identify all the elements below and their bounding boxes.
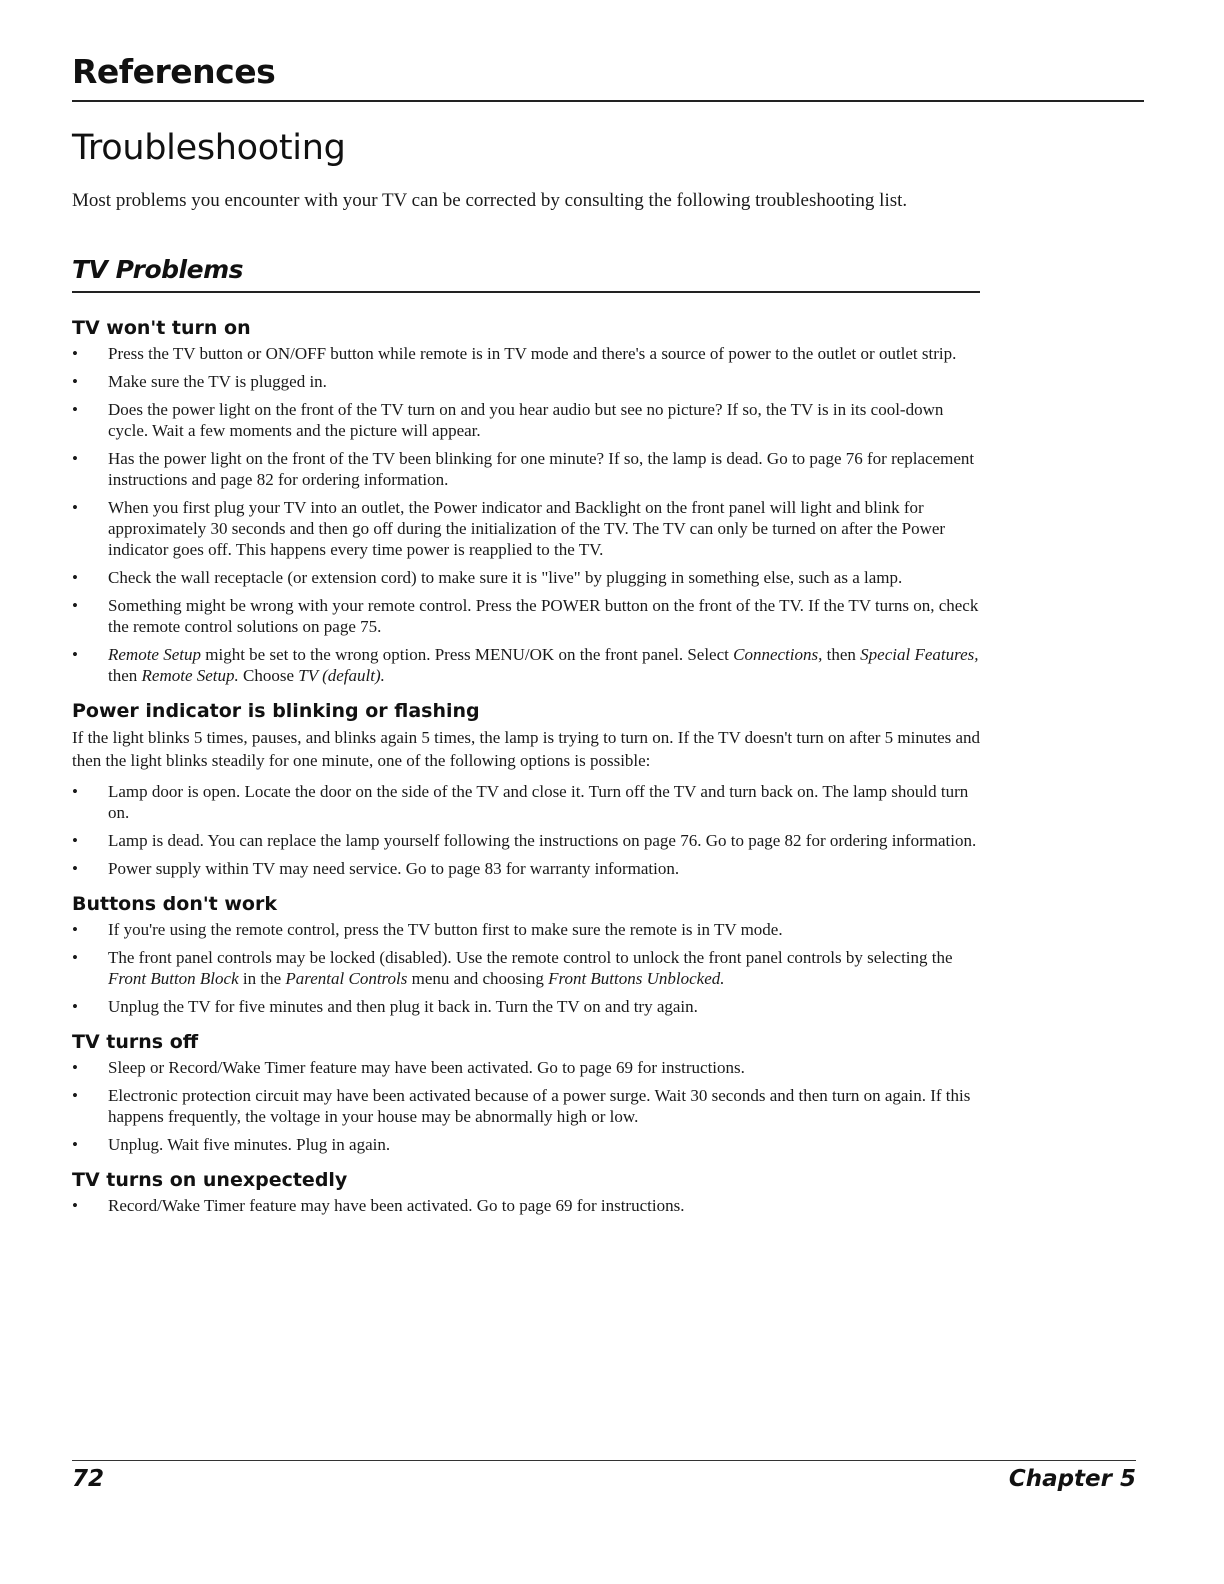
section-header: References xyxy=(72,52,276,91)
group-tv-wont-turn-on xyxy=(72,317,984,686)
group-buttons-dont-work xyxy=(72,893,984,1017)
list-item: • Lamp is dead. You can replace the lamp yourself following the instructions on page 76. Go to page 82 for ordering information. xyxy=(72,831,977,850)
list-item: • Electronic protection circuit may have been activated because of a power surge. Wait 30 seconds and then turn on again. If this happens frequently, the voltage in your house may be abnormally high or low. xyxy=(72,1086,971,1126)
bullet-icon: • xyxy=(72,1086,78,1105)
list-item: • Record/Wake Timer feature may have been activated. Go to page 69 for instructions. xyxy=(72,1196,685,1215)
group-heading: Buttons don't work xyxy=(72,893,277,915)
group-heading: TV won't turn on xyxy=(72,317,251,339)
subsection-rule xyxy=(72,291,980,293)
group-power-indicator xyxy=(72,700,984,879)
list-item: • Has the power light on the front of the TV been blinking for one minute? If so, the lamp is dead. Go to page 76 for replacement instructions and page 82 for ordering information. xyxy=(72,449,975,489)
bullet-icon: • xyxy=(72,831,78,850)
list-item: • Power supply within TV may need service. Go to page 83 for warranty information. xyxy=(72,859,680,878)
group-heading: TV turns off xyxy=(72,1031,199,1053)
page-number: 72 xyxy=(72,1466,105,1492)
list-item: • Unplug. Wait five minutes. Plug in again. xyxy=(72,1135,391,1154)
bullet-icon: • xyxy=(72,1196,78,1215)
list-item: • Something might be wrong with your remote control. Press the POWER button on the front of the TV. If the TV turns on, check the remote control solutions on page 75. xyxy=(72,596,979,636)
list-item: • Sleep or Record/Wake Timer feature may have been activated. Go to page 69 for instructions. xyxy=(72,1058,745,1077)
bullet-icon: • xyxy=(72,449,78,468)
bullet-icon: • xyxy=(72,948,78,967)
bullet-icon: • xyxy=(72,498,78,517)
bullet-list xyxy=(72,1195,984,1216)
bullet-icon: • xyxy=(72,1058,78,1077)
list-item: • Press the TV button or ON/OFF button while remote is in TV mode and there's a source of power to the outlet or outlet strip. xyxy=(72,344,957,363)
bullet-icon: • xyxy=(72,344,78,363)
intro-paragraph: Most problems you encounter with your TV can be corrected by consulting the following troubleshooting list. xyxy=(72,190,908,211)
subsection-title: TV Problems xyxy=(72,255,244,284)
list-item: • Check the wall receptacle (or extension cord) to make sure it is "live" by plugging in something else, such as a lamp. xyxy=(72,568,903,587)
troubleshooting-content xyxy=(72,317,984,1230)
bullet-icon: • xyxy=(72,400,78,419)
footer-rule xyxy=(72,1460,1136,1461)
bullet-icon: • xyxy=(72,645,78,664)
bullet-icon: • xyxy=(72,997,78,1016)
group-paragraph: If the light blinks 5 times, pauses, and blinks again 5 times, the lamp is trying to turn on. If the TV doesn't turn on after 5 minutes and then the light blinks steadily for one minute, one of the following options is possible: xyxy=(72,728,981,770)
list-item: • Unplug the TV for five minutes and then plug it back in. Turn the TV on and try again. xyxy=(72,997,698,1016)
group-tv-turns-on-unexpectedly xyxy=(72,1169,984,1216)
bullet-icon: • xyxy=(72,782,78,801)
list-item: • If you're using the remote control, press the TV button first to make sure the remote is in TV mode. xyxy=(72,920,783,939)
chapter-label: Chapter 5 xyxy=(1008,1466,1136,1492)
bullet-icon: • xyxy=(72,568,78,587)
bullet-icon: • xyxy=(72,1135,78,1154)
bullet-icon: • xyxy=(72,596,78,615)
list-item: • Make sure the TV is plugged in. xyxy=(72,372,327,391)
list-item: • Lamp door is open. Locate the door on the side of the TV and close it. Turn off the TV and turn back on. The lamp should turn on. xyxy=(72,782,969,822)
group-tv-turns-off xyxy=(72,1031,984,1155)
group-heading: Power indicator is blinking or flashing xyxy=(72,700,480,722)
group-heading: TV turns on unexpectedly xyxy=(72,1169,348,1191)
bullet-list xyxy=(72,919,984,1017)
bullet-icon: • xyxy=(72,372,78,391)
page-title: Troubleshooting xyxy=(72,128,346,168)
list-item: • Remote Setup might be set to the wrong option. Press MENU/OK on the front panel. Select Connections, then Special Features, then Remote Setup. Choose TV (default). xyxy=(72,645,979,685)
bullet-list xyxy=(72,1057,984,1155)
list-item: • The front panel controls may be locked (disabled). Use the remote control to unlock the front panel controls by selecting the Front Button Block in the Parental Controls menu and choosing Front Buttons Unblocked. xyxy=(72,948,953,988)
bullet-icon: • xyxy=(72,920,78,939)
list-item: • When you first plug your TV into an outlet, the Power indicator and Backlight on the front panel will light and blink for approximately 30 seconds and then go off during the initialization of the TV. The TV can only be turned on after the Power indicator goes off. This happens every time power is reapplied to the TV. xyxy=(72,498,946,559)
bullet-icon: • xyxy=(72,859,78,878)
list-item: • Does the power light on the front of the TV turn on and you hear audio but see no picture? If so, the TV is in its cool-down cycle. Wait a few moments and the picture will appear. xyxy=(72,400,944,440)
bullet-list xyxy=(72,781,984,879)
bullet-list xyxy=(72,343,984,686)
header-rule xyxy=(72,100,1144,102)
